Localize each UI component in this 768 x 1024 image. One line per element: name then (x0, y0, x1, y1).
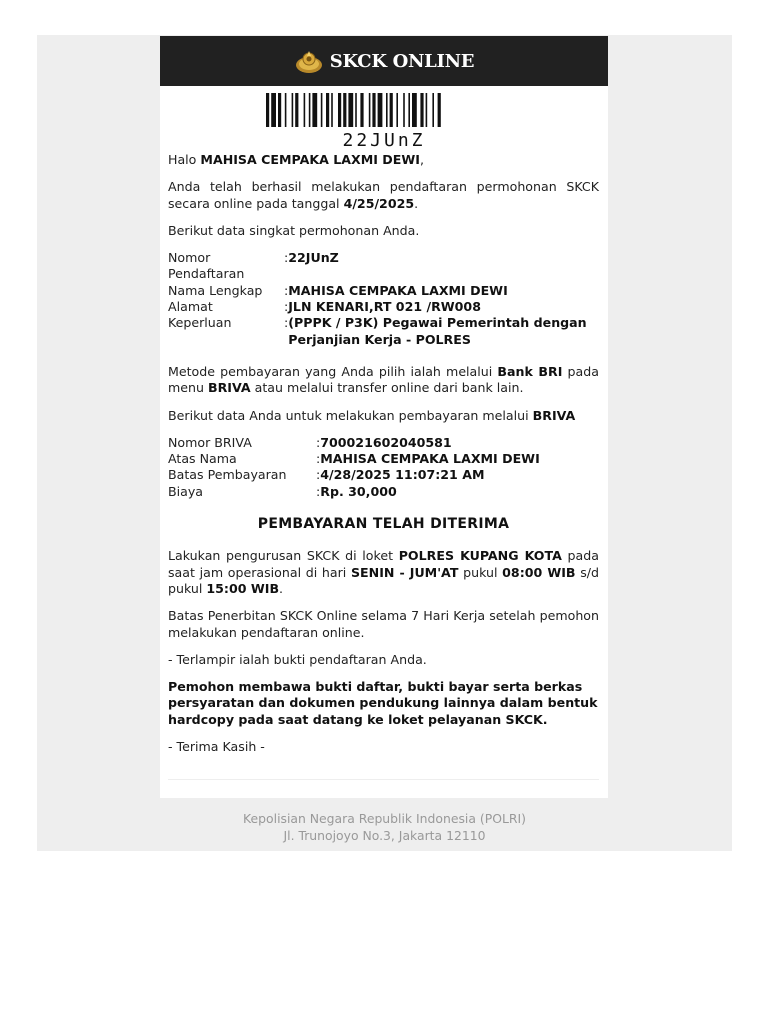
barcode-bar (369, 93, 371, 127)
footer (37, 810, 732, 844)
field-label: Batas Pembayaran (168, 467, 287, 483)
table-row: Atas Nama : MAHISA CEMPAKA LAXMI DEWI (168, 451, 540, 467)
summary-intro: Berikut data singkat permohonan Anda. (168, 222, 420, 238)
barcode-bar (285, 93, 287, 127)
field-label: Nama Lengkap (168, 282, 263, 298)
attached-note: - Terlampir ialah bukti pendaftaran Anda. (168, 651, 427, 667)
applicant-name: MAHISA CEMPAKA LAXMI DEWI (200, 152, 420, 167)
table-row: Keperluan : (PPPK / P3K) Pegawai Pemerintah dengan Perjanjian Kerja - POLRES (168, 315, 599, 348)
barcode-bar (331, 93, 333, 127)
intro-paragraph: Anda telah berhasil melakukan pendaftaran permohonan SKCK secara online pada tanggal 4/25/2025. (168, 179, 599, 211)
barcode-bar (271, 93, 276, 127)
barcode-bar (355, 93, 357, 127)
barcode-bar (312, 93, 317, 127)
table-row: Batas Pembayaran : 4/28/2025 11:07:21 AM (168, 467, 540, 483)
payment-status-title: PEMBAYARAN TELAH DITERIMA (257, 516, 510, 533)
barcode-bar (408, 93, 410, 127)
field-value: JLN KENARI,RT 021 /RW008 (288, 299, 481, 315)
barcode-bar (343, 93, 346, 127)
barcode-bar (372, 93, 375, 127)
barcode-bar (378, 93, 383, 127)
field-label: Atas Nama (168, 451, 237, 467)
barcode-bar (295, 93, 298, 127)
registration-date: 4/25/2025 (343, 195, 415, 211)
field-value: 4/28/2025 11:07:21 AM (320, 467, 485, 483)
payment-table (168, 435, 540, 500)
table-row: Nomor BRIVA : 700021602040581 (168, 435, 540, 451)
barcode-bar (278, 93, 281, 127)
barcode-graphic (266, 93, 502, 127)
table-row: Nomor Pendaftaran : 22JUnZ (168, 250, 599, 283)
brand-title: SKCK ONLINE (329, 50, 475, 72)
notice-paragraph: Pemohon membawa bukti daftar, bukti bayar serta berkas persyaratan dan dokumen pendukung lainnya dalam bentuk hardcopy pada saat datang ke loket pelayanan SKCK. (168, 679, 598, 727)
greeting: Halo MAHISA CEMPAKA LAXMI DEWI, (168, 152, 424, 167)
field-value: 22JUnZ (288, 250, 339, 266)
thanks-text: - Terima Kasih - (168, 739, 265, 755)
field-label: Nomor Pendaftaran (168, 250, 245, 282)
barcode-bar (426, 93, 428, 127)
table-row: Alamat : JLN KENARI,RT 021 /RW008 (168, 299, 599, 315)
office-paragraph: Lakukan pengurusan SKCK di loket POLRES KUPANG KOTA pada saat jam operasional di hari SENIN - JUM'AT pukul 08:00 WIB s/d pukul 15:00 WIB. (168, 548, 599, 596)
email-background (37, 35, 732, 851)
barcode-bar (432, 93, 434, 127)
table-row: Nama Lengkap : MAHISA CEMPAKA LAXMI DEWI (168, 283, 599, 299)
barcode-bar (309, 93, 311, 127)
field-label: Keperluan (168, 315, 232, 331)
barcode-bar (403, 93, 405, 127)
header-banner (160, 36, 608, 86)
barcode-bar (420, 93, 423, 127)
barcode-bar (321, 93, 323, 127)
email-body (160, 152, 608, 780)
barcode-bar (266, 93, 269, 127)
barcode-bar (438, 93, 441, 127)
table-row: Biaya : Rp. 30,000 (168, 484, 540, 500)
field-value: MAHISA CEMPAKA LAXMI DEWI (320, 451, 540, 467)
barcode-bar (386, 93, 388, 127)
barcode-text: 22JUnZ (342, 130, 426, 151)
police-emblem-icon (294, 46, 324, 76)
barcode-bar (412, 93, 417, 127)
barcode-bar (292, 93, 294, 127)
field-value: 700021602040581 (320, 434, 452, 450)
divider (168, 779, 599, 780)
payment-method-paragraph: Metode pembayaran yang Anda pilih ialah melalui Bank BRI pada menu BRIVA atau melalui transfer online dari bank lain. (168, 363, 599, 396)
registration-table (168, 250, 599, 348)
deadline-paragraph: Batas Penerbitan SKCK Online selama 7 Hari Kerja setelah pemohon melakukan pendaftaran online. (168, 608, 599, 640)
field-label: Nomor BRIVA (168, 434, 252, 450)
barcode-bar (390, 93, 393, 127)
barcode-bar (304, 93, 306, 127)
registration-barcode (160, 86, 608, 152)
field-label: Biaya (168, 483, 204, 499)
payment-intro: Berikut data Anda untuk melakukan pembayaran melalui BRIVA (168, 407, 576, 423)
field-value: MAHISA CEMPAKA LAXMI DEWI (288, 282, 508, 298)
barcode-bar (326, 93, 329, 127)
barcode-bar (348, 93, 353, 127)
email-card (160, 36, 608, 798)
barcode-bar (360, 93, 363, 127)
field-label: Alamat (168, 299, 213, 315)
footer-org: Kepolisian Negara Republik Indonesia (POLRI) (243, 811, 526, 826)
field-value: (PPPK / P3K) Pegawai Pemerintah dengan Perjanjian Kerja - POLRES (288, 315, 587, 347)
field-value: Rp. 30,000 (320, 483, 397, 499)
barcode-bar (338, 93, 341, 127)
footer-address: Jl. Trunojoyo No.3, Jakarta 12110 (283, 828, 486, 843)
barcode-bar (396, 93, 398, 127)
